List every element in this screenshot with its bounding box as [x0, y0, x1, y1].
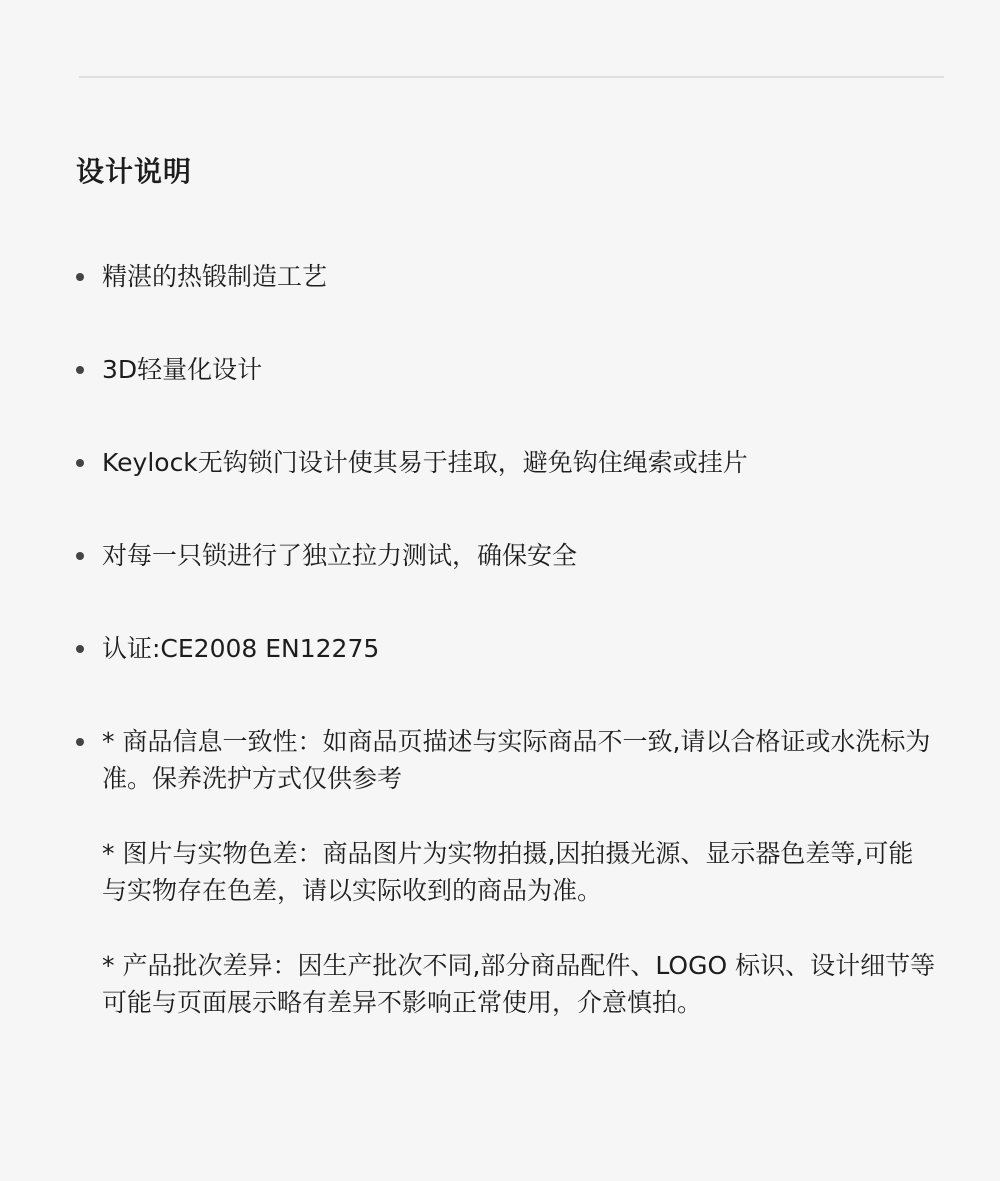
feature-text: 精湛的热锻制造工艺: [102, 262, 328, 291]
feature-list: [76, 258, 936, 1077]
feature-text: Keylock无钩锁门设计使其易于挂取，避免钩住绳索或挂片: [102, 448, 748, 477]
top-divider: [79, 76, 944, 78]
note-color-difference: * 图片与实物色差：商品图片为实物拍摄,因拍摄光源、显示器色差等,可能与实物存在色差，请以实际收到的商品为准。: [102, 839, 914, 905]
bullet-icon: [76, 738, 84, 746]
bullet-icon: [76, 459, 84, 467]
notes-block: [102, 723, 936, 1021]
note-product-info: * 商品信息一致性：如商品页描述与实际商品不一致,请以合格证或水洗标为准。保养洗护方式仅供参考: [102, 727, 931, 793]
feature-text: 认证:CE2008 EN12275: [102, 634, 380, 663]
bullet-icon: [76, 273, 84, 281]
bullet-icon: [76, 366, 84, 374]
note-batch-difference: * 产品批次差异：因生产批次不同,部分商品配件、LOGO 标识、设计细节等可能与页面展示略有差异不影响正常使用，介意慎拍。: [102, 951, 936, 1017]
list-item: [76, 630, 936, 667]
list-item: [76, 537, 936, 574]
section-title: 设计说明: [76, 155, 193, 188]
bullet-icon: [76, 552, 84, 560]
feature-text: 对每一只锁进行了独立拉力测试，确保安全: [102, 541, 578, 570]
list-item: [76, 351, 936, 388]
list-item: [76, 444, 936, 481]
notes-item: [76, 723, 936, 1021]
feature-text: 3D轻量化设计: [102, 355, 263, 384]
list-item: [76, 258, 936, 295]
bullet-icon: [76, 645, 84, 653]
